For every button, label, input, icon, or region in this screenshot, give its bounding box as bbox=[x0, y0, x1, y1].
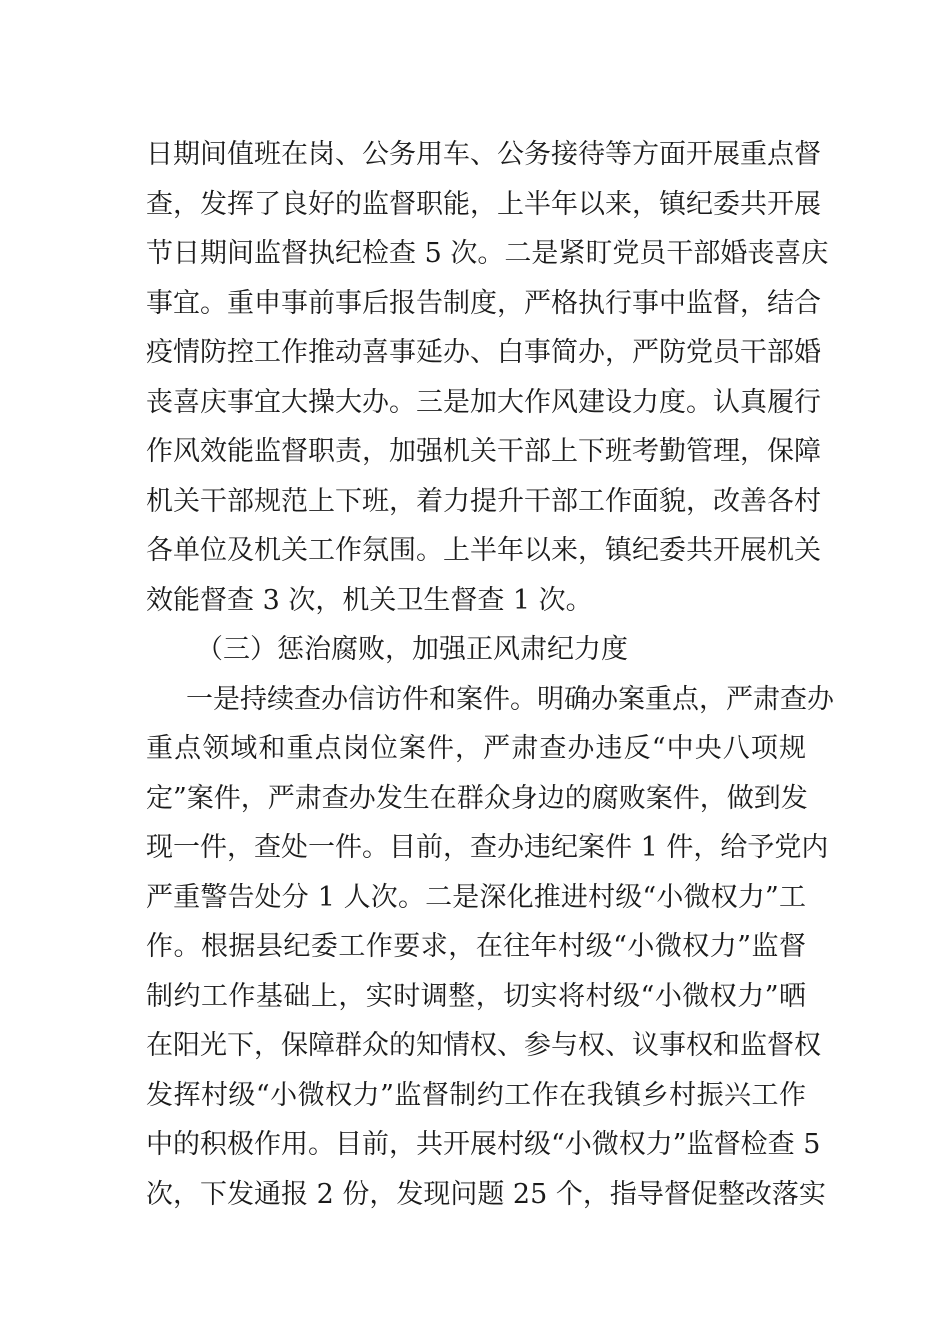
paragraph-2 bbox=[146, 675, 834, 1220]
text-line: 重点领域和重点岗位案件，严肃查办违反“中央八项规 bbox=[146, 733, 806, 764]
text-line: 机关干部规范上下班，着力提升干部工作面貌，改善各村 bbox=[146, 485, 821, 517]
text-line: 制约工作基础上，实时调整，切实将村级“小微权力”晒 bbox=[146, 980, 806, 1012]
text-line: 现一件，查处一件。目前，查办违纪案件 1 件，给予党内 bbox=[146, 832, 829, 863]
paragraph-1 bbox=[146, 130, 829, 625]
text-line: 各单位及机关工作氛围。上半年以来，镇纪委共开展机关 bbox=[146, 535, 821, 566]
text-line: 中的积极作用。目前，共开展村级“小微权力”监督检查 5 bbox=[146, 1129, 821, 1160]
text-line: 一是持续查办信访件和案件。明确办案重点，严肃查办 bbox=[186, 683, 834, 715]
section-heading: （三）惩治腐败，加强正风肃纪力度 bbox=[196, 634, 628, 665]
text-line: 查，发挥了良好的监督职能，上半年以来，镇纪委共开展 bbox=[146, 188, 821, 220]
text-line: 发挥村级“小微权力”监督制约工作在我镇乡村振兴工作 bbox=[146, 1079, 806, 1111]
text-line: 日期间值班在岗、公务用车、公务接待等方面开展重点督 bbox=[146, 139, 821, 170]
text-line: 作风效能监督职责，加强机关干部上下班考勤管理，保障 bbox=[146, 436, 821, 467]
text-line: 定”案件，严肃查办发生在群众身边的腐败案件，做到发 bbox=[146, 782, 808, 814]
text-line: 作。根据县纪委工作要求，在往年村级“小微权力”监督 bbox=[146, 931, 806, 962]
text-line: 严重警告处分 1 人次。二是深化推进村级“小微权力”工 bbox=[146, 881, 806, 913]
text-line: 效能督查 3 次，机关卫生督查 1 次。 bbox=[146, 584, 593, 616]
text-line: 在阳光下，保障群众的知情权、参与权、议事权和监督权 bbox=[146, 1030, 821, 1061]
text-line: 节日期间监督执纪检查 5 次。二是紧盯党员干部婚丧喜庆 bbox=[146, 238, 829, 269]
text-line: 疫情防控工作推动喜事延办、白事简办，严防党员干部婚 bbox=[146, 337, 821, 368]
document-body bbox=[146, 130, 834, 1219]
text-line: 丧喜庆事宜大操大办。三是加大作风建设力度。认真履行 bbox=[146, 386, 821, 418]
text-line: 次，下发通报 2 份，发现问题 25 个，指导督促整改落实 bbox=[146, 1178, 826, 1210]
text-line: 事宜。重申事前事后报告制度，严格执行事中监督，结合 bbox=[146, 287, 821, 319]
